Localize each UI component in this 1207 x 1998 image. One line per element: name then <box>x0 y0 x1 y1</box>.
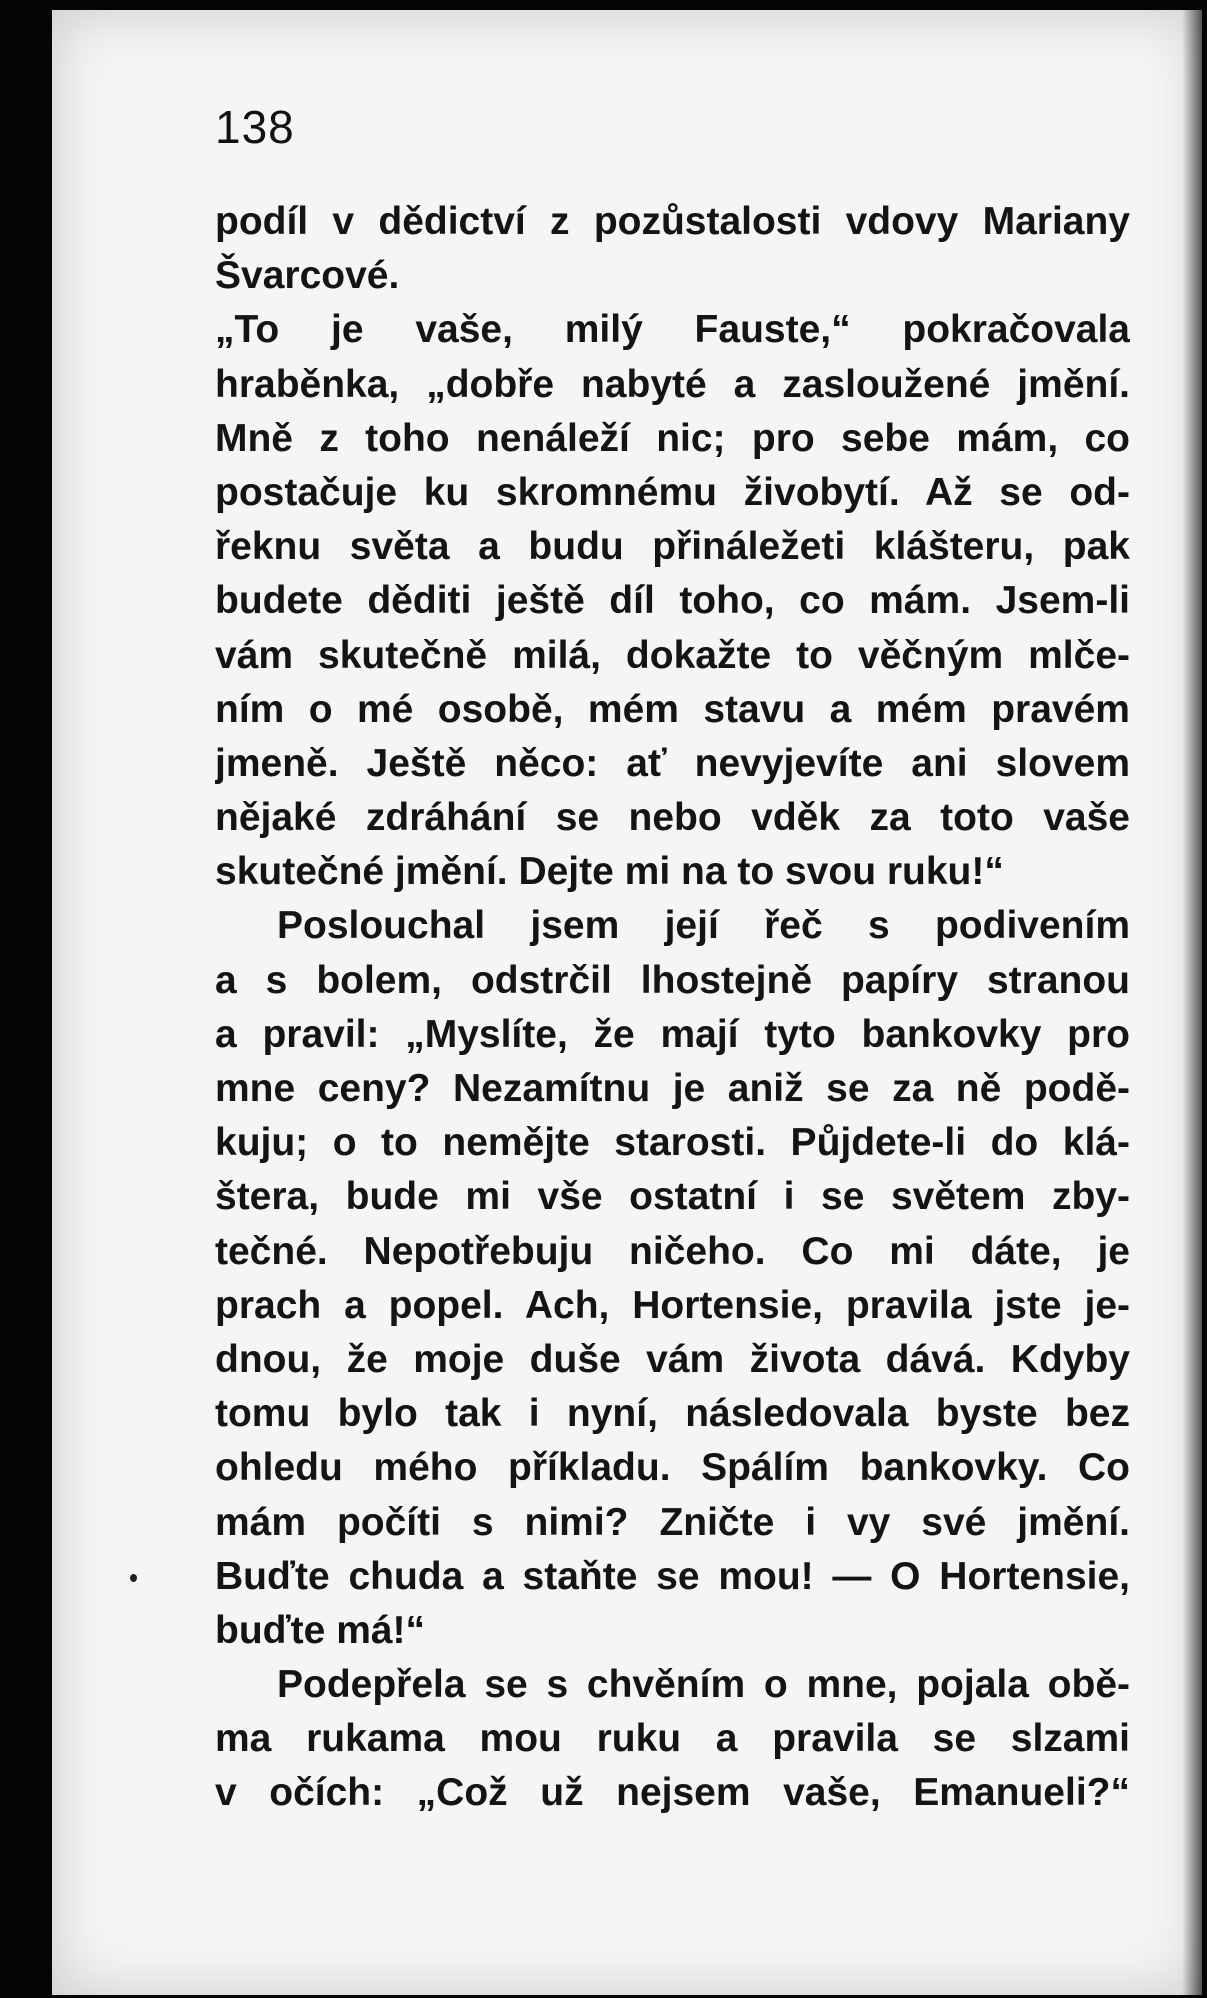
text-line: „To je vaše, milý Fauste,“ pokračovala <box>215 308 1130 352</box>
text-line: budete děditi ještě díl toho, co mám. Jsem-li <box>215 579 1130 623</box>
text-line: v očích: „Což už nejsem vaše, Emanueli?“ <box>215 1771 1130 1815</box>
text-line: skutečné jmění. Dejte mi na to svou ruku!“ <box>215 850 1004 894</box>
text-line: nějaké zdráhání se nebo vděk za toto vaše <box>215 796 1130 840</box>
text-line: a pravil: „Myslíte, že mají tyto bankovky pro <box>215 1012 1130 1056</box>
text-line: Buďte chuda a staňte se mou! — O Hortensie, <box>215 1554 1130 1598</box>
text-line: jmeně. Ještě něco: ať nevyjevíte ani slovem <box>215 741 1130 785</box>
text-line: postačuje ku skromnému živobytí. Až se od- <box>215 470 1130 514</box>
text-line: Poslouchal jsem její řeč s podivením <box>277 904 1130 948</box>
text-line: podíl v dědictví z pozůstalosti vdovy Mariany <box>215 200 1130 243</box>
text-line: tomu bylo tak i nyní, následovala byste bez <box>215 1392 1130 1436</box>
text-line: vám skutečně milá, dokažte to věčným mlče- <box>215 633 1130 677</box>
text-line: dnou, že moje duše vám života dává. Kdyby <box>215 1337 1130 1381</box>
text-line: kuju; o to nemějte starosti. Půjdete-li do klá- <box>215 1121 1130 1165</box>
text-line: buďte má!“ <box>215 1608 426 1652</box>
text-line: Mně z toho nenáleží nic; pro sebe mám, co <box>215 416 1130 460</box>
text-line: mne ceny? Nezamítnu je aniž se za ně podě- <box>215 1067 1130 1110</box>
body-text <box>215 195 1130 1821</box>
text-line: štera, bude mi vše ostatní i se světem zby- <box>215 1175 1130 1219</box>
text-line: Podepřela se s chvěním o mne, pojala obě- <box>277 1663 1130 1707</box>
text-line: ním o mé osobě, mém stavu a mém pravém <box>215 687 1130 731</box>
ink-speck <box>130 1574 137 1582</box>
text-line: Švarcové. <box>215 254 400 298</box>
text-line: a s bolem, odstrčil lhostejně papíry stranou <box>215 958 1130 1002</box>
text-line: tečné. Nepotřebuju ničeho. Co mi dáte, je <box>215 1229 1130 1273</box>
text-line: hraběnka, „dobře nabyté a zasloužené jmění. <box>215 362 1130 406</box>
text-line: mám počíti s nimi? Zničte i vy své jmění. <box>215 1500 1130 1544</box>
text-line: ma rukama mou ruku a pravila se slzami <box>215 1717 1130 1761</box>
text-line: řeknu světa a budu přináležeti klášteru, pak <box>215 525 1130 569</box>
text-line: prach a popel. Ach, Hortensie, pravila jste je- <box>215 1283 1130 1327</box>
text-line: ohledu mého příkladu. Spálím bankovky. Co <box>215 1446 1130 1490</box>
page-number: 138 <box>215 101 295 153</box>
